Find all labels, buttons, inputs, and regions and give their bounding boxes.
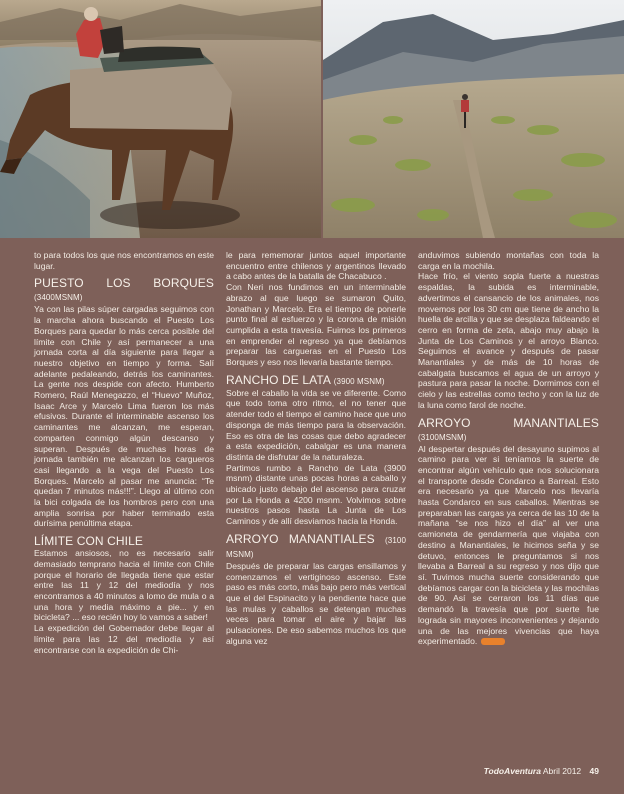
issue-date: Abril 2012 — [542, 766, 582, 776]
heading-text: PUESTO LOS BORQUES — [34, 276, 214, 291]
page-footer — [0, 758, 624, 794]
paragraph: Estamos ansiosos, no es necesario salir demasiado temprano hacia el límite con Chile porque el horario de llegada tiene que estar entre las 11 y 12 del mediodía y nos encontramos a 40 minutos a lomo de mula o a una hora y media máximo a pie... y en bicicleta? ... eso recién hoy lo vamos a saber! — [34, 548, 214, 623]
paragraph: Ya con las pilas súper cargadas seguimos con la marcha ahora buscando el Puesto Los Borques para quedar lo más cerca posible del límite con Chile y así permanecer a una jornada corta al día siguiente para llegar a nuestro objetivo en tiempo y forma. Salí adelante pedaleando, detrás los caminantes. La gente nos despide con afecto. Humberto Romero, Raúl Menegazzo, el “Huevo” Muñoz, Isaac Arce y Marcelo Lima fueron los más efusivos. Durante el interminable ascenso los caminantes me alcanzan, me esperan, comparten conmigo algún descanso y superan. Después de muchas horas de jornada también me alcanzan los cargueros casi llegando a la vega del Puesto Los Borques. Marcelo al pasar me anuncia: “Te quedan 7 minutos más!!!”. Llego al último con la bici colgada de los hombros pero con una amplia sonrisa por haber terminado esta durísima penúltima etapa. — [34, 304, 214, 529]
photo-strip — [0, 0, 624, 238]
paragraph: Hace frío, el viento sopla fuerte a nuestras espaldas, la subida es interminable, advertimos el cansancio de los animales, nos movemos por los 30 cm que tiene de ancho la huella de arcilla y que se desplaza faldeando el cerro en forma de zeta, abajo muy abajo la Junta de Los Caminos y el arroyo Blanco. Seguimos el avance y después de pasar Manantiales y de más de 10 horas de cabalgata buscamos el agua de un arroyo y pastura para pasar la noche. Dormimos con el cielo y las estrellas como techo y con la luz de la luna como farol de noche. — [418, 271, 599, 410]
end-of-article-icon — [481, 638, 505, 645]
section-heading-arroyo-manantiales-2 — [418, 417, 599, 444]
heading-text: ARROYO MANANTIALES — [226, 531, 375, 546]
paragraph: Partimos rumbo a Rancho de Lata (3900 msnm) distante unas pocas horas a caballo y ubicado justo debajo del ascenso para cruzar por La Honda a 4200 msnm. Volvimos sobre nuestros pasos hasta La Junta de Los Caminos y de allí desviamos hacia la Honda. — [226, 462, 406, 527]
paragraph — [418, 444, 599, 647]
heading-text: RANCHO DE LATA — [226, 372, 331, 387]
paragraph-text: Al despertar después del desayuno supimos al camino para ver si teníamos la suerte de encontrar algún vehículo que nos solucionara el transporte desde Condarco a Barreal. Esto era necesario ya que Marcelo nos llevaría hasta Condarco en sus caballos. Mientras se preparaban las cargas ya cerca de las 10 de la mañana “se nos hizo el día” al ver una camioneta de gendarmería que viajaba con destino a Manantiales, le hicimos seña y se detuvo, entonces le preguntamos si nos llevaba a Barreal a su regreso y nos dijo que sí. Tuvimos mucha suerte considerando que debíamos cargar con la bicicleta y las mochilas de 90. Así se cerraron los 11 días que demandó la travesía que por suerte fue lograda sin mayores inconvenientes y dejando una de las mejores vivencias que haya experimentado. — [418, 443, 599, 647]
magazine-name: TodoAventura — [483, 766, 541, 776]
section-heading-arroyo-manantiales — [226, 533, 406, 561]
heading-altitude: (3100MSNM) — [418, 432, 467, 442]
section-heading-rancho-de-lata — [226, 374, 406, 388]
paragraph: Con Neri nos fundimos en un interminable abrazo al que luego se sumaron Quito, Jonathan y Marcelo. Era el tiempo de ponerle punto final al esfuerzo y la corona de misión cumplida a esta travesía. Fuimos los primeros en emprender el regreso ya que debíamos preparar las cargueras en el Puesto Los Borques y eso nos llevaría bastante tiempo. — [226, 282, 406, 368]
paragraph: le para rememorar juntos aquel importante encuentro entre chilenos y argentinos llevado a cabo antes de la batalla de Chacabuco . — [226, 250, 406, 282]
section-heading-limite-con-chile: LÍMITE CON CHILE — [34, 534, 143, 549]
heading-altitude: (3400MSNM) — [34, 293, 83, 303]
page-number: 49 — [589, 766, 599, 776]
paragraph: Después de preparar las cargas ensillamos y comenzamos el vertiginoso ascenso. Este paso es más corto, más bajo pero más vertical que el del Espinacito y la pendiente hace que las mulas y caballos se detengan muchas veces para tomar el aire y bajar las pulsaciones. De eso sabemos muchos los que alguna vez — [226, 560, 406, 646]
paragraph: anduvimos subiendo montañas con toda la carga en la mochila. — [418, 250, 599, 271]
article-body — [0, 238, 624, 758]
footer-credit — [484, 766, 599, 776]
photo-mule-caravan — [0, 0, 321, 238]
section-heading-puesto-los-borques — [34, 277, 214, 304]
article-column-1 — [34, 250, 214, 655]
paragraph: La expedición del Gobernador debe llegar al límite para las 12 del mediodía y así encontrarse con la expedición de Chi- — [34, 623, 214, 655]
article-column-2 — [226, 250, 406, 647]
photo-cyclist-valley — [323, 0, 624, 238]
paragraph: Sobre el caballo la vida se ve diferente. Como que todo toma otro ritmo, el no tener que atender todo el tiempo el camino hace que uno disponga de más tiempo para la observación. Eso es otra de las cosas que debo agradecer a esta expedición, cabalgar es una manera distinta de disfrutar de la naturaleza. — [226, 387, 406, 462]
heading-altitude: (3900 MSNM) — [333, 376, 385, 386]
paragraph: to para todos los que nos encontramos en este lugar. — [34, 250, 214, 271]
heading-text: ARROYO MANANTIALES — [418, 415, 599, 430]
article-column-3 — [418, 250, 599, 647]
heading-altitude: (3100 MSNM) — [226, 535, 407, 559]
